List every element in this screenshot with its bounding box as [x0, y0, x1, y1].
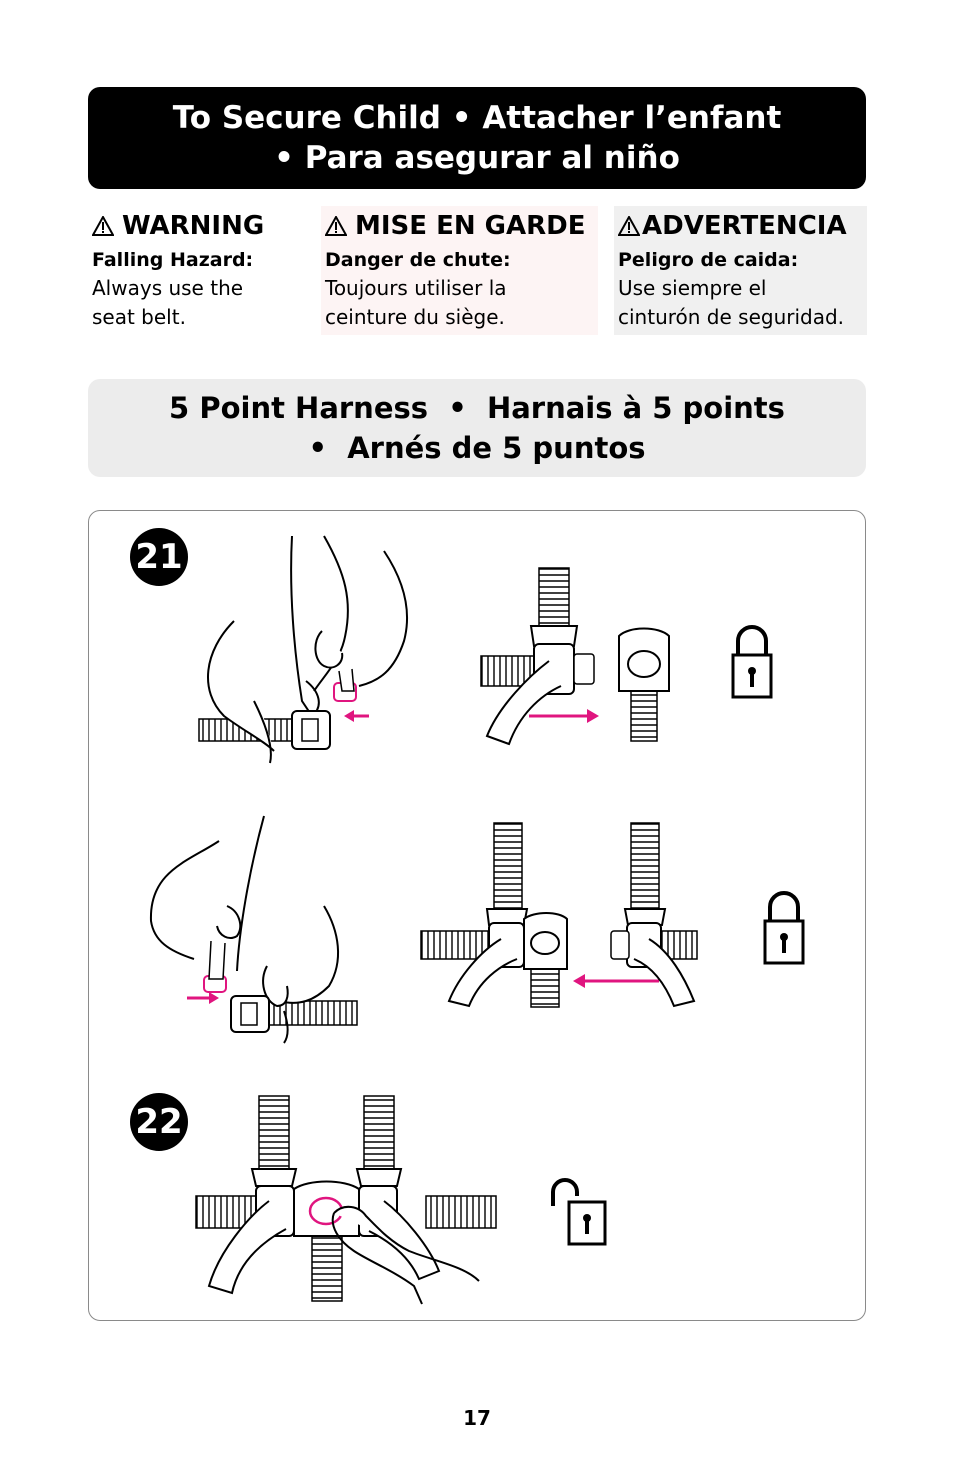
- section-title-line-1: 5 Point Harness • Harnais à 5 points: [169, 391, 785, 425]
- step-number-badge: 21: [130, 528, 188, 586]
- warning-text-line-1: Always use the: [92, 276, 244, 300]
- warning-french: [321, 206, 598, 335]
- warning-subheading: Falling Hazard:: [92, 249, 254, 271]
- warning-triangle-icon: [618, 216, 640, 236]
- section-title-banner: [88, 379, 866, 477]
- buckle-connect-left-illustration: [419, 821, 699, 1011]
- warning-triangle-icon: [92, 216, 114, 236]
- warning-subheading: Peligro de caida:: [618, 249, 799, 271]
- warning-text-line-1: Toujours utiliser la: [325, 276, 507, 300]
- warning-heading: ADVERTENCIA: [642, 211, 847, 241]
- warning-subheading: Danger de chute:: [325, 249, 511, 271]
- warning-heading: WARNING: [122, 211, 265, 241]
- buckle-connect-right-illustration: [479, 566, 679, 746]
- warning-spanish: [614, 206, 867, 335]
- instruction-panel: [88, 510, 866, 1321]
- padlock-unlocked-icon: [549, 1176, 609, 1248]
- page-title-line-1: To Secure Child • Attacher l’enfant: [172, 100, 782, 136]
- warning-english: [88, 206, 312, 335]
- step-number-badge: 22: [130, 1093, 188, 1151]
- page-number: 17: [463, 1406, 491, 1430]
- page-title-line-2: • Para asegurar al niño: [274, 140, 680, 176]
- warning-text-line-1: Use siempre el: [618, 276, 767, 300]
- warning-text-line-2: cinturón de seguridad.: [618, 305, 845, 329]
- section-title-line-2: • Arnés de 5 puntos: [308, 431, 646, 465]
- padlock-locked-icon: [763, 889, 805, 967]
- padlock-locked-icon: [731, 623, 773, 701]
- warning-triangle-icon: [325, 216, 347, 236]
- warning-text-line-2: ceinture du siège.: [325, 305, 505, 329]
- warning-heading: MISE EN GARDE: [355, 211, 586, 241]
- hands-insert-right-buckle-illustration: [139, 811, 364, 1046]
- warning-text-line-2: seat belt.: [92, 305, 186, 329]
- buckle-release-illustration: [194, 1091, 499, 1306]
- page-title-banner: [88, 87, 866, 189]
- hands-insert-left-buckle-illustration: [194, 531, 424, 766]
